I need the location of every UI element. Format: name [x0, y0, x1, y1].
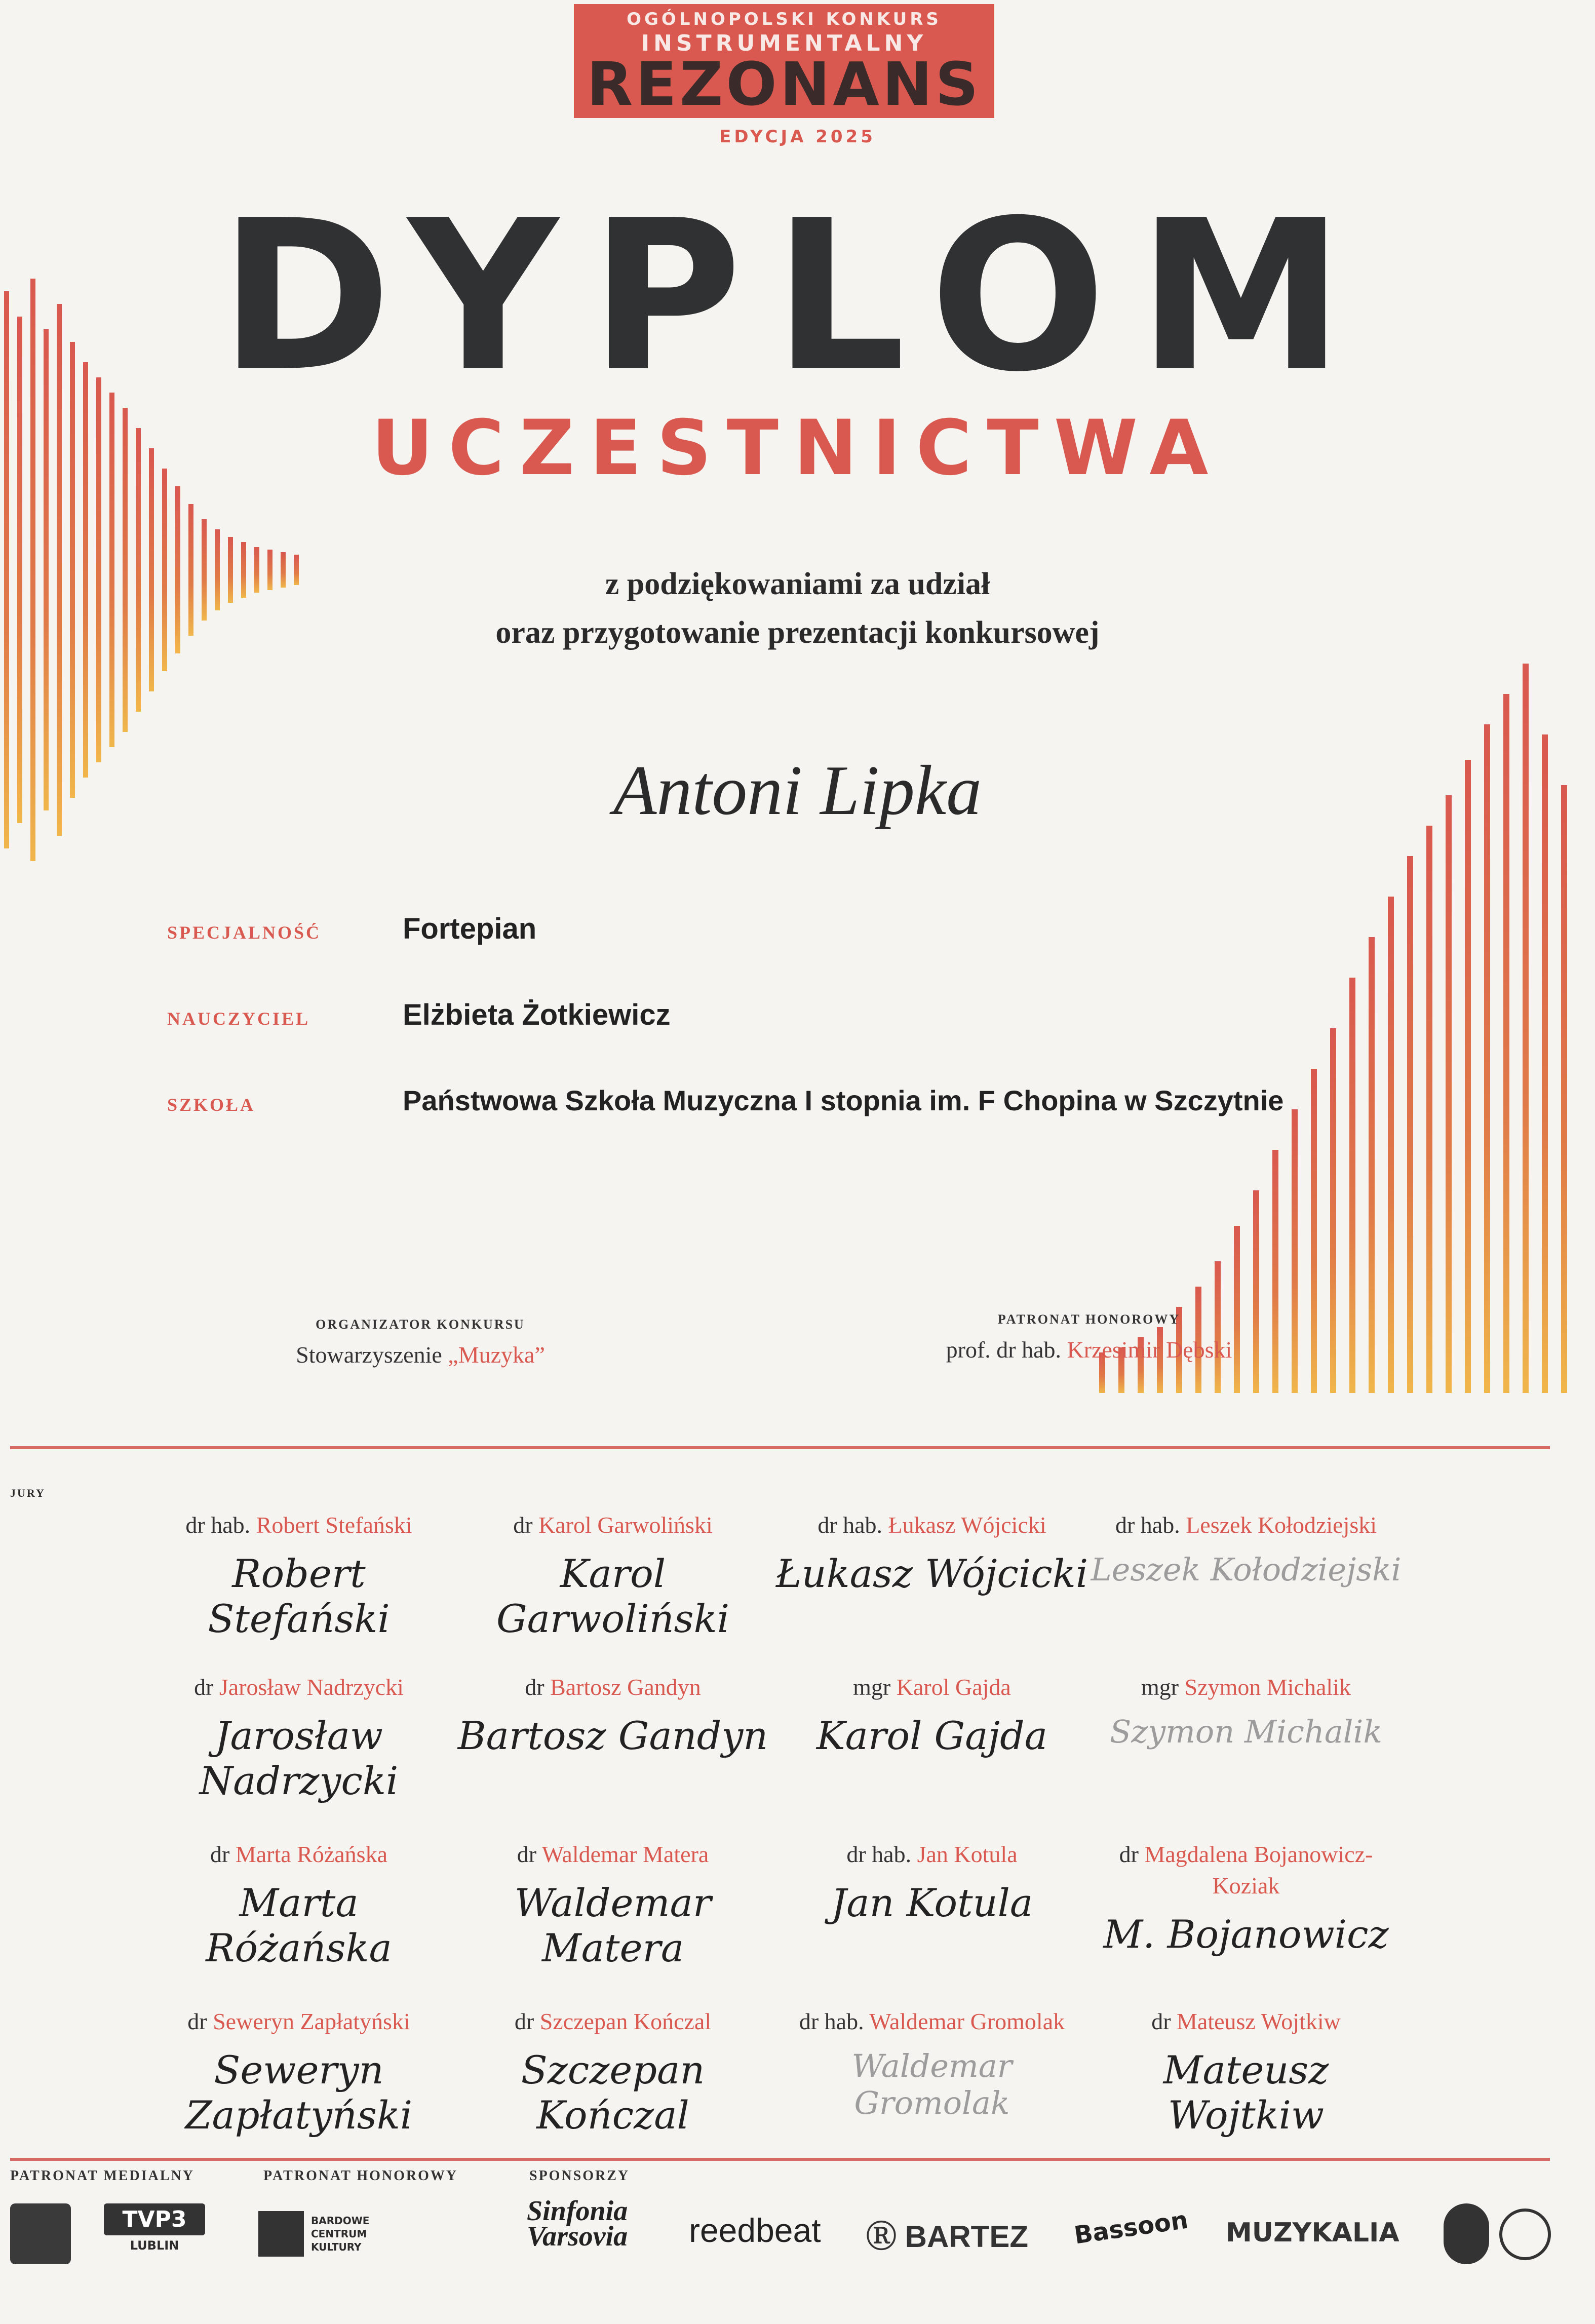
organizer-org: „Muzyka”: [448, 1342, 545, 1368]
judge-name: dr Marta Różańska: [210, 1841, 387, 1867]
judge-1: [142, 1509, 456, 1641]
wave-bar: [1292, 1109, 1298, 1393]
judge-signature: Bartosz Gandyn: [457, 1713, 768, 1758]
wave-bar: [1407, 856, 1413, 1393]
field-value-specialty: Fortepian: [403, 912, 537, 945]
judge-name: dr Seweryn Zapłatyński: [187, 2008, 410, 2034]
wave-bar: [1311, 1069, 1317, 1393]
edition-label: EDYCJA 2025: [719, 127, 876, 147]
judge-name: dr hab. Waldemar Gromolak: [799, 2008, 1065, 2034]
judge-signature: Jan Kotula: [831, 1880, 1033, 1925]
judge-6: [456, 1672, 770, 1758]
wave-bar: [1234, 1226, 1240, 1393]
patron-block: [886, 1312, 1292, 1363]
organizer-name: [243, 1341, 598, 1368]
judge-10: [456, 1839, 770, 1970]
judge-name: dr Mateusz Wojtkiw: [1151, 2008, 1341, 2034]
judge-4: [1089, 1509, 1403, 1588]
bartez-logo-text: BARTEZ: [905, 2220, 1028, 2254]
judge-5: [142, 1672, 456, 1803]
judge-3: [775, 1509, 1089, 1596]
judge-name: dr Magdalena Bojanowicz-Koziak: [1119, 1841, 1373, 1899]
jury-label: JURY: [10, 1487, 46, 1499]
patron-label: PATRONAT HONOROWY: [997, 1312, 1181, 1327]
field-label-teacher: NAUCZYCIEL: [167, 1009, 310, 1029]
thanks-line2: oraz przygotowanie prezentacji konkursowej: [495, 615, 1100, 650]
judge-13: [142, 2006, 456, 2138]
bck-logo-text: BARDOWE CENTRUM KULTURY: [311, 2215, 370, 2253]
field-label-school: SZKOŁA: [167, 1095, 256, 1115]
wave-bar: [1349, 978, 1355, 1393]
thanks-text: [0, 560, 1595, 657]
field-value-teacher: Elżbieta Żotkiewicz: [403, 998, 671, 1031]
round-logo-icon: [1499, 2209, 1551, 2260]
recipient-name: Antoni Lipka: [613, 751, 982, 830]
bck-logo: [258, 2203, 405, 2264]
judge-name: dr hab. Jan Kotula: [846, 1841, 1018, 1867]
organizer-prefix: Stowarzyszenie: [296, 1342, 448, 1368]
judge-signature: Seweryn Zapłatyński: [185, 2047, 413, 2138]
judge-signature: Waldemar Matera: [514, 1880, 712, 1970]
judge-name: dr hab. Łukasz Wójcicki: [818, 1512, 1046, 1538]
judge-signature: Szymon Michalik: [1109, 1713, 1383, 1750]
radio-logo-icon: [10, 2203, 71, 2264]
organizer-label: ORGANIZATOR KONKURSU: [316, 1317, 525, 1332]
wave-bar: [1388, 897, 1394, 1393]
wave-bar: [1446, 795, 1452, 1393]
judge-signature: Marta Różańska: [206, 1880, 392, 1970]
judge-name: dr hab. Leszek Kołodziejski: [1115, 1512, 1377, 1538]
judge-signature: Jarosław Nadrzycki: [199, 1713, 399, 1803]
tvp3-logo-text: TVP3: [104, 2203, 205, 2235]
field-value-school: Państwowa Szkoła Muzyczna I stopnia im. F Chopina w Szczytnie: [403, 1084, 1284, 1116]
wave-bar: [1542, 734, 1548, 1393]
crest-logo-icon: [1444, 2203, 1489, 2264]
judge-signature: Łukasz Wójcicki: [775, 1551, 1088, 1596]
judge-8: [1089, 1672, 1403, 1750]
organizer-block: [243, 1317, 598, 1368]
bartez-logo: [866, 2213, 1028, 2256]
honorary-patron-label: PATRONAT HONOROWY: [263, 2168, 458, 2184]
judge-12: [1089, 1839, 1403, 1957]
judge-name: mgr Szymon Michalik: [1141, 1674, 1351, 1700]
field-label-specialty: SPECJALNOŚĆ: [167, 922, 322, 943]
judge-15: [775, 2006, 1089, 2121]
judge-9: [142, 1839, 456, 1970]
judge-name: dr Bartosz Gandyn: [525, 1674, 701, 1700]
diploma-title: DYPLOM: [219, 175, 1376, 417]
judge-signature: Leszek Kołodziejski: [1091, 1551, 1402, 1588]
bartez-logo-icon: Ⓡ: [866, 2220, 897, 2254]
judge-signature: Karol Gajda: [816, 1713, 1048, 1758]
judge-7: [775, 1672, 1089, 1758]
patron-person: Krzesimir Dębski: [1067, 1337, 1232, 1363]
wave-bar: [1330, 1028, 1336, 1393]
rezonans-logo: [574, 4, 994, 118]
wave-bar: [1465, 760, 1471, 1393]
judge-signature: Waldemar Gromolak: [851, 2047, 1013, 2121]
patron-prefix: prof. dr hab.: [946, 1337, 1067, 1363]
muzykalia-logo: MUZYKALIA: [1226, 2218, 1399, 2248]
judge-name: dr Jarosław Nadrzycki: [194, 1674, 404, 1700]
judge-signature: Robert Stefański: [208, 1551, 390, 1641]
judge-signature: Szczepan Kończal: [521, 2047, 705, 2138]
judge-name: dr Waldemar Matera: [517, 1841, 709, 1867]
bassoon-logo: Bassoon: [1072, 2205, 1190, 2250]
judge-signature: Mateusz Wojtkiw: [1163, 2047, 1329, 2138]
judge-signature: Karol Garwoliński: [496, 1551, 730, 1641]
patron-name: [886, 1336, 1292, 1363]
bck-logo-icon: [258, 2211, 304, 2257]
judge-2: [456, 1509, 770, 1641]
divider-bottom: [10, 2158, 1550, 2161]
judge-name: dr Szczepan Kończal: [514, 2008, 712, 2034]
badge-line2: INSTRUMENTALNY: [641, 30, 927, 56]
wave-bar: [1426, 826, 1432, 1393]
judge-name: mgr Karol Gajda: [853, 1674, 1011, 1700]
thanks-line1: z podziękowaniami za udział: [605, 567, 990, 601]
tvp3-logo: [104, 2203, 205, 2264]
sinfonia-varsovia-logo: Sinfonia Varsovia: [527, 2195, 628, 2252]
judge-name: dr hab. Robert Stefański: [185, 1512, 412, 1538]
judge-14: [456, 2006, 770, 2138]
badge-brand: REZONANS: [587, 49, 982, 119]
sponsors-label: SPONSORZY: [529, 2168, 630, 2184]
reedbeat-logo: reedbeat: [689, 2212, 821, 2249]
judge-16: [1089, 2006, 1403, 2138]
media-patron-label: PATRONAT MEDIALNY: [10, 2168, 194, 2184]
badge-line1: OGÓLNOPOLSKI KONKURS: [627, 9, 942, 29]
judge-signature: M. Bojanowicz: [1103, 1912, 1389, 1957]
judge-11: [775, 1839, 1089, 1925]
divider-top: [10, 1446, 1550, 1449]
wave-bar: [1561, 785, 1567, 1393]
judge-name: dr Karol Garwoliński: [513, 1512, 713, 1538]
tvp3-logo-sub: LUBLIN: [130, 2238, 179, 2253]
wave-bar: [1369, 937, 1375, 1393]
diploma-subtitle: UCZESTNICTWA: [371, 404, 1224, 492]
